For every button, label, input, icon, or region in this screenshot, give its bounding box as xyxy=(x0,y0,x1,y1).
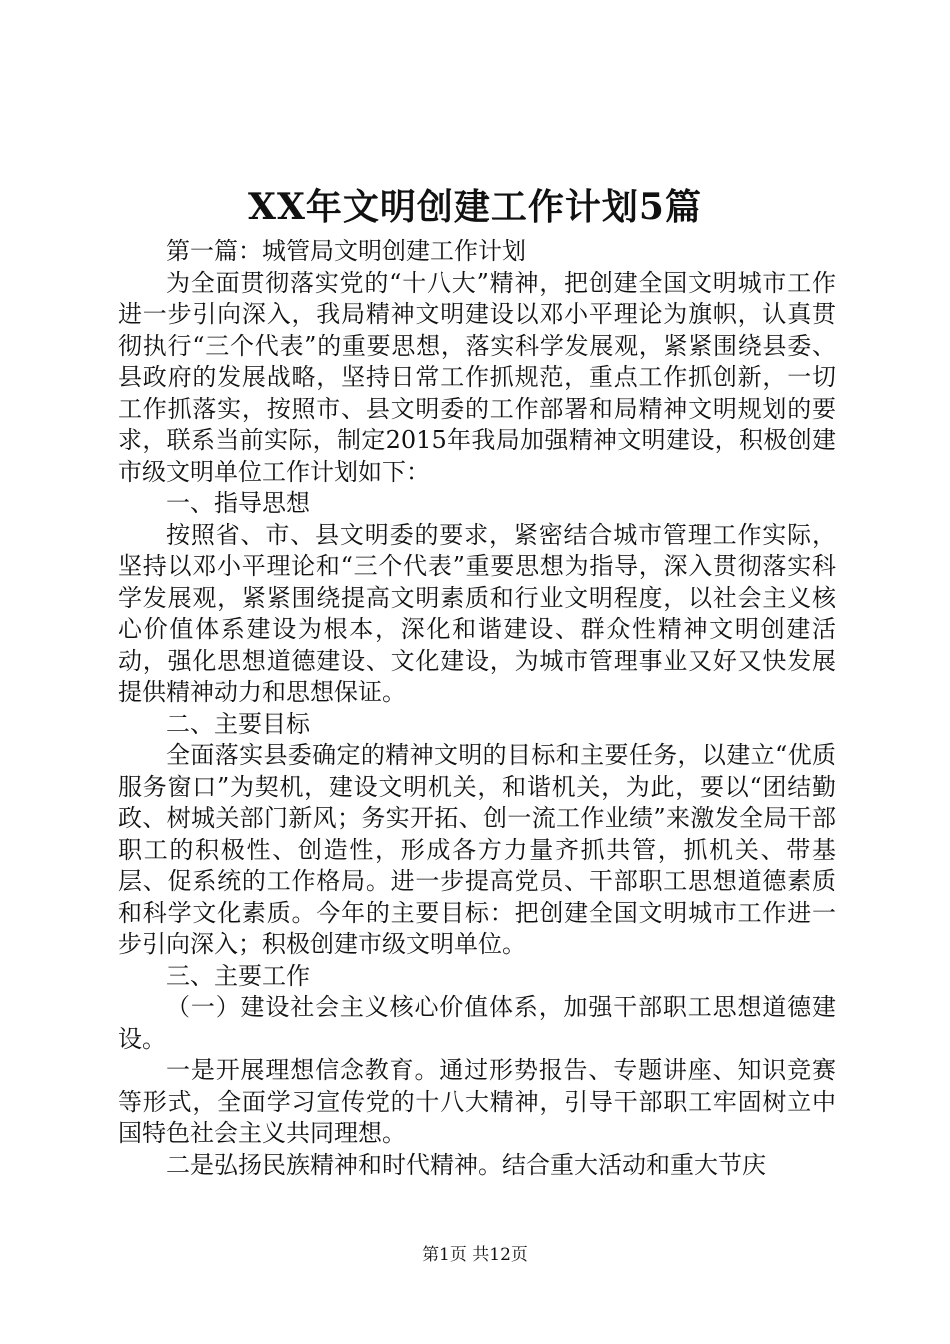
paragraph: 二是弘扬民族精神和时代精神。结合重大活动和重大节庆 xyxy=(166,1150,766,1179)
paragraph: 全面落实县委确定的精神文明的目标和主要任务，以建立“优质服务窗口”为契机，建设文明机关，和谐机关，为此，要以“团结勤政、树城关部门新风；务实开拓、创一流工作业绩”来激发全局干部职工的积极性、创造性，形成各方力量齐抓共管，抓机关、带基层、促系统的工作格局。进一步提高党员、干部职工思想道德素质和科学文化素质。今年的主要目标：把创建全国文明城市工作进一步引向深入；积极创建市级文明单位。 xyxy=(118,741,836,958)
paragraph: （一）建设社会主义核心价值体系，加强干部职工思想道德建设。 xyxy=(118,993,836,1053)
paragraph: 按照省、市、县文明委的要求，紧密结合城市管理工作实际，坚持以邓小平理论和“三个代表”重要思想为指导，深入贯彻落实科学发展观，紧紧围绕提高文明素质和行业文明程度，以社会主义核心价值体系建设为根本，深化和谐建设、群众性精神文明创建活动，强化思想道德建设、文化建设，为城市管理事业又好又快发展提供精神动力和思想保证。 xyxy=(118,520,836,706)
section-heading: 一、指导思想 xyxy=(166,489,310,517)
paragraph: 一是开展理想信念教育。通过形势报告、专题讲座、知识竞赛等形式，全面学习宣传党的十八大精神，引导干部职工牢固树立中国特色社会主义共同理想。 xyxy=(118,1056,836,1147)
page-footer: 第1页 共12页 xyxy=(422,1245,528,1265)
document-body xyxy=(118,236,836,1181)
paragraph: 为全面贯彻落实党的“十八大”精神，把创建全国文明城市工作进一步引向深入，我局精神文明建设以邓小平理论为旗帜，认真贯彻执行“三个代表”的重要思想，落实科学发展观，紧紧围绕县委、县政府的发展战略，坚持日常工作抓规范，重点工作抓创新，一切工作抓落实，按照市、县文明委的工作部署和局精神文明规划的要求，联系当前实际，制定2015年我局加强精神文明建设，积极创建市级文明单位工作计划如下： xyxy=(118,268,836,486)
section-heading: 第一篇：城管局文明创建工作计划 xyxy=(166,237,526,265)
section-heading: 三、主要工作 xyxy=(166,961,310,990)
section-heading: 二、主要目标 xyxy=(166,709,310,738)
document-title: XX年文明创建工作计划5篇 xyxy=(248,186,702,228)
